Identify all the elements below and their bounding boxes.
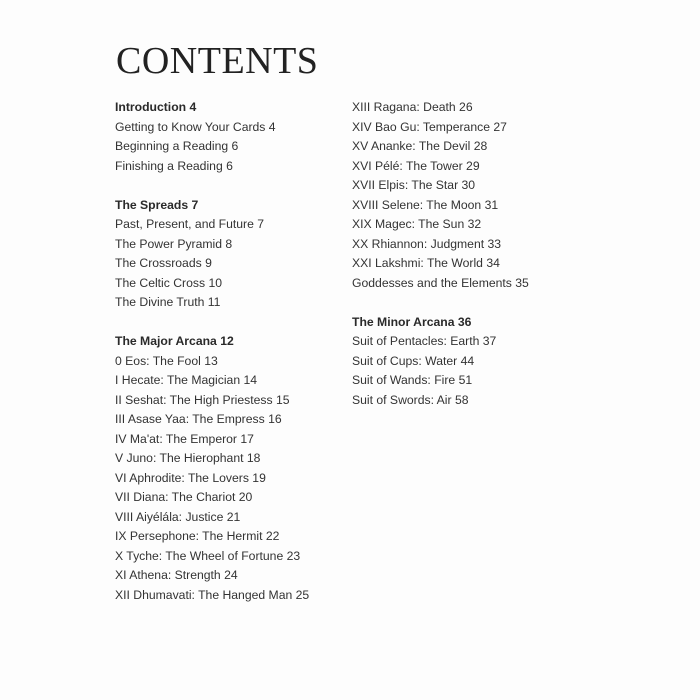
toc-entry: XX Rhiannon: Judgment 33 bbox=[352, 236, 502, 251]
toc-entry: Suit of Pentacles: Earth 37 bbox=[352, 334, 497, 348]
toc-section bbox=[352, 98, 529, 293]
toc-entry: XVIII Selene: The Moon 31 bbox=[352, 197, 499, 212]
toc-entry: 0 Eos: The Fool 13 bbox=[115, 353, 218, 368]
toc-entry: I Hecate: The Magician 14 bbox=[115, 373, 258, 387]
toc-entry: VIII Aiyélála: Justice 21 bbox=[115, 509, 241, 524]
toc-entry: Suit of Swords: Air 58 bbox=[352, 392, 469, 407]
toc-left-column bbox=[115, 98, 309, 605]
toc-entry: Beginning a Reading 6 bbox=[115, 139, 239, 153]
toc-entry: Finishing a Reading 6 bbox=[115, 158, 233, 173]
toc-section-heading: The Spreads 7 bbox=[115, 197, 199, 212]
toc-entry: Past, Present, and Future 7 bbox=[115, 217, 265, 231]
toc-entry: XIV Bao Gu: Temperance 27 bbox=[352, 119, 507, 134]
toc-entry: Getting to Know Your Cards 4 bbox=[115, 119, 276, 134]
toc-section-heading: The Minor Arcana 36 bbox=[352, 314, 472, 329]
toc-section-heading: The Major Arcana 12 bbox=[115, 334, 234, 348]
toc-entry: IX Persephone: The Hermit 22 bbox=[115, 529, 280, 543]
toc-entry: II Seshat: The High Priestess 15 bbox=[115, 392, 290, 407]
toc-entry: V Juno: The Hierophant 18 bbox=[115, 451, 261, 465]
toc-section-heading: Introduction 4 bbox=[115, 100, 197, 114]
toc-entry: XI Athena: Strength 24 bbox=[115, 568, 238, 582]
toc-entry: XV Ananke: The Devil 28 bbox=[352, 139, 488, 153]
toc-entry: Suit of Cups: Water 44 bbox=[352, 353, 475, 368]
toc-entry: VII Diana: The Chariot 20 bbox=[115, 490, 253, 504]
toc-entry: XIII Ragana: Death 26 bbox=[352, 100, 473, 114]
toc-entry: Goddesses and the Elements 35 bbox=[352, 275, 529, 290]
toc-entry: X Tyche: The Wheel of Fortune 23 bbox=[115, 548, 301, 563]
toc-section bbox=[115, 196, 309, 313]
toc-section bbox=[352, 313, 529, 411]
toc-right-column bbox=[352, 98, 529, 410]
toc-entry: The Crossroads 9 bbox=[115, 256, 212, 270]
toc-entry: VI Aphrodite: The Lovers 19 bbox=[115, 470, 266, 485]
toc-section bbox=[115, 98, 309, 176]
toc-entry: The Power Pyramid 8 bbox=[115, 236, 233, 251]
toc-entry: XIX Magec: The Sun 32 bbox=[352, 217, 482, 231]
toc-entry: XVII Elpis: The Star 30 bbox=[352, 178, 476, 192]
toc-entry: III Asase Yaa: The Empress 16 bbox=[115, 412, 282, 426]
page-title: CONTENTS bbox=[116, 40, 319, 82]
toc-entry: Suit of Wands: Fire 51 bbox=[352, 373, 473, 387]
toc-entry: XVI Pélé: The Tower 29 bbox=[352, 158, 480, 173]
toc-entry: The Divine Truth 11 bbox=[115, 295, 221, 309]
toc-section bbox=[115, 332, 309, 605]
toc-entry: XII Dhumavati: The Hanged Man 25 bbox=[115, 587, 310, 602]
toc-entry: IV Ma'at: The Emperor 17 bbox=[115, 431, 254, 446]
toc-entry: XXI Lakshmi: The World 34 bbox=[352, 256, 500, 270]
toc-entry: The Celtic Cross 10 bbox=[115, 275, 223, 290]
